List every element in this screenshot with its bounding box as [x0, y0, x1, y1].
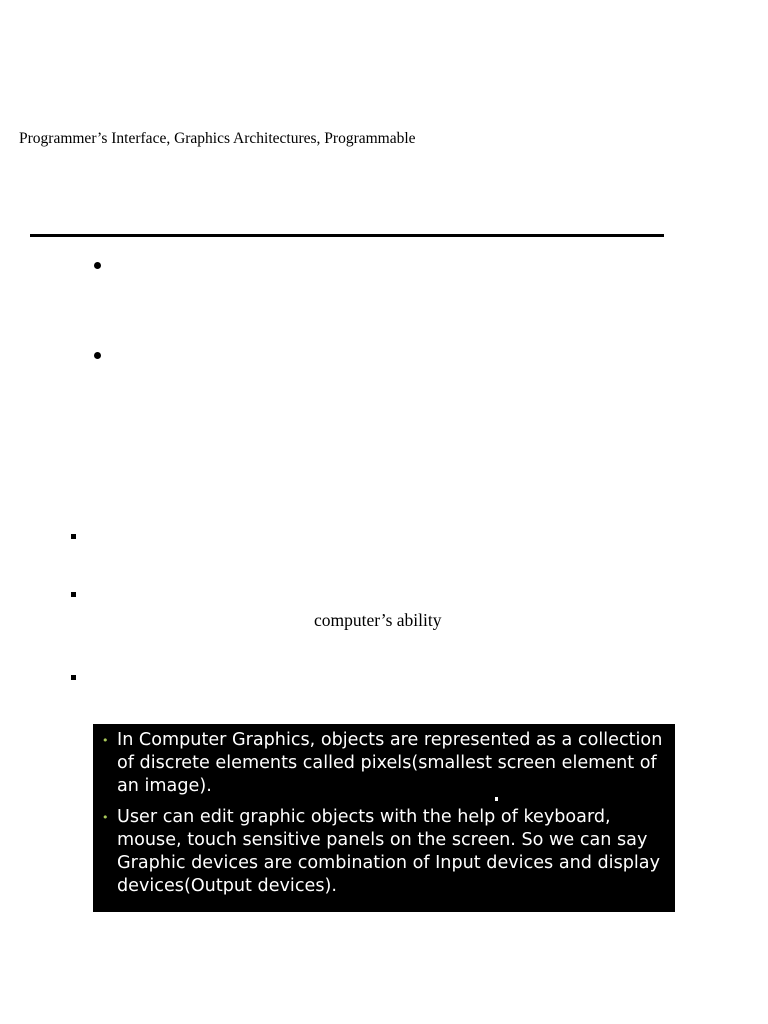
document-subtitle: Programmer’s Interface, Graphics Architectures, Programmable	[19, 130, 416, 147]
bullet-square-1	[71, 534, 76, 539]
bullet-square-3	[71, 675, 76, 680]
bullet-round-1	[94, 262, 101, 269]
cursor-mark	[495, 797, 498, 801]
slide-bullet-item	[102, 729, 667, 798]
slide-bullet-text: In Computer Graphics, objects are represented as a collection of discrete elements called pixels(smallest screen element of an image).	[117, 730, 663, 796]
bullet-round-2	[94, 352, 101, 359]
bullet-square-2	[71, 592, 76, 597]
slide-bullet-text: User can edit graphic objects with the help of keyboard, mouse, touch sensitive panels on the screen. So we can say Graphic devices are combination of Input devices and display devices(Output devices).	[117, 807, 660, 896]
text-fragment: computer’s ability	[314, 610, 442, 630]
slide-image	[93, 724, 675, 912]
horizontal-rule	[30, 234, 664, 237]
slide-bullet-marker: •	[102, 734, 109, 747]
slide-bullet-marker: •	[102, 811, 109, 824]
slide-bullet-item	[102, 806, 667, 898]
